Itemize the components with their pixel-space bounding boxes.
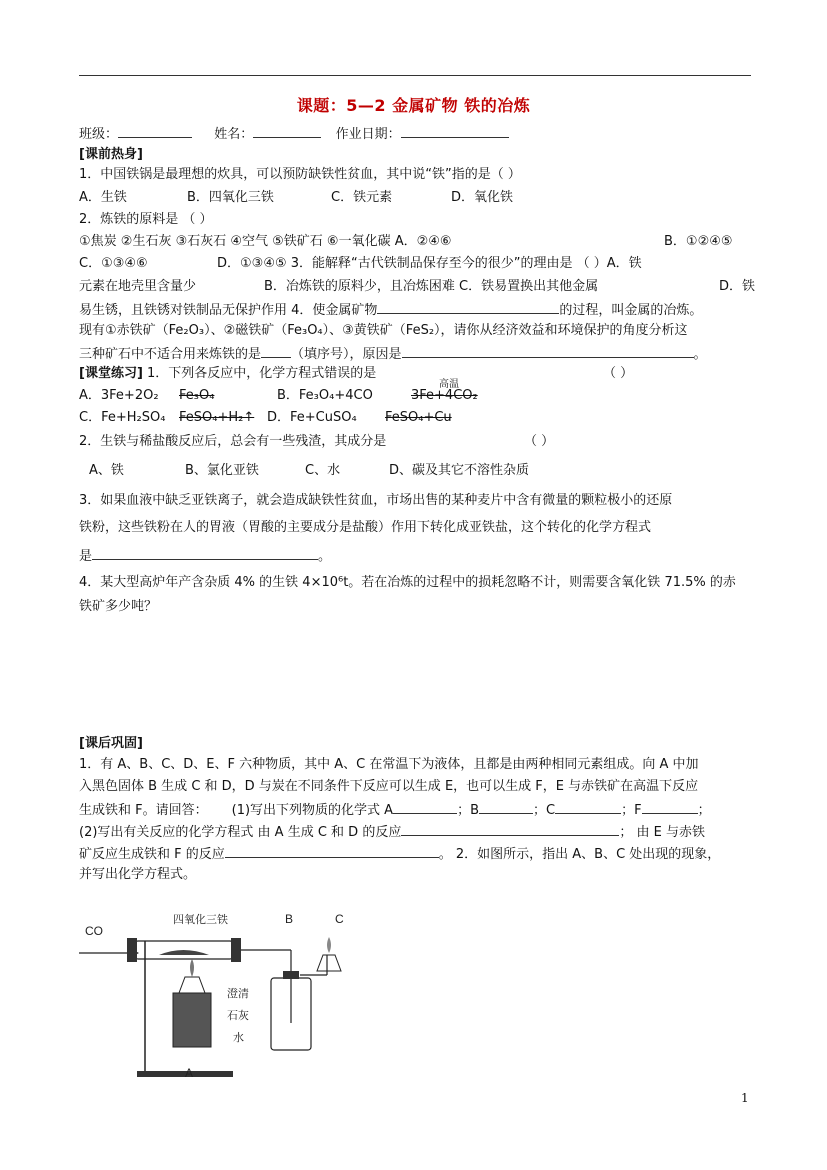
option-c-2: C．①③④⑥ <box>79 256 148 271</box>
line-23-a: (2)写出有关反应的化学方程式 由 A 生成 C 和 D 的反应 <box>79 825 402 840</box>
q-line-9 <box>79 344 707 364</box>
class-field[interactable] <box>118 124 192 138</box>
flame-icon <box>190 959 194 977</box>
line-24-a: 矿反应生成铁和 F 的反应 <box>79 847 225 862</box>
alcohol-lamp-icon <box>179 977 205 993</box>
q-line-1: 1．中国铁锅是最理想的炊具，可以预防缺铁性贫血，其中说“铁”指的是（ ） <box>79 167 521 182</box>
option-d: D．氧化铁 <box>451 190 514 205</box>
eq-d-right: FeSO₄+Cu <box>385 410 452 425</box>
line-17-b: 。 <box>318 549 332 564</box>
blank-equation[interactable] <box>92 546 318 560</box>
eq-c-left: C．Fe+H₂SO₄ <box>79 410 166 425</box>
eq-d-left: D．Fe+CuSO₄ <box>267 410 357 425</box>
line-17-a: 是 <box>79 549 93 564</box>
q-line-20: 1．有 A、B、C、D、E、F 六种物质，其中 A、C 在常温下为液体，且都是由两种相同元素组成。向 A 中加 <box>79 757 699 772</box>
line-7-a: 易生锈，且铁锈对铁制品无保护作用 4．使金属矿物 <box>79 303 378 318</box>
option-a: A．生铁 <box>79 190 127 205</box>
q-line-12 <box>79 409 751 427</box>
q-line-3: 2．炼铁的原料是 （ ） <box>79 212 213 227</box>
line-22-b: (1)写出下列物质的化学式 A <box>231 803 394 818</box>
section-classwork: [课堂练习] <box>79 366 143 381</box>
eq-a-left: A．3Fe+2O₂ <box>79 388 159 403</box>
line-10-b: （ ） <box>603 366 634 381</box>
stopper-right <box>231 938 241 962</box>
class-label: 班级： <box>79 127 119 142</box>
co-label: CO <box>85 924 103 938</box>
q-line-13 <box>79 433 751 451</box>
line-6-a: 元素在地壳里含量少 <box>79 279 197 294</box>
q-line-7 <box>79 300 702 320</box>
q-line-17 <box>79 546 331 566</box>
line-22-a: 生成铁和 F。请回答： <box>79 803 208 818</box>
blank-f[interactable] <box>642 800 698 814</box>
line-23-b: ； 由 E 与赤铁 <box>619 825 705 840</box>
date-field[interactable] <box>401 124 509 138</box>
line-4-text: ①焦炭 ②生石灰 ③石灰石 ④空气 ⑤铁矿石 ⑥一氧化碳 A．②④⑥ <box>79 234 452 249</box>
section-warmup: [课前热身] <box>79 147 143 162</box>
page-number: 1 <box>741 1091 749 1105</box>
blank-reason[interactable] <box>402 344 694 358</box>
limewater-label-3: 水 <box>233 1031 244 1044</box>
q-line-21: 入黑色固体 B 生成 C 和 D，D 与炭在不同条件下反应可以生成 E，也可以生成 F，E 与赤铁矿在高温下反应 <box>79 779 699 794</box>
q-line-10 <box>79 365 751 383</box>
date-label: 作业日期： <box>335 127 401 142</box>
bottle-stopper <box>283 971 299 979</box>
blank-ore[interactable] <box>261 344 291 358</box>
line-10-a: 1．下列各反应中，化学方程式错误的是 <box>147 366 377 381</box>
page-title: 课题：5—2 金属矿物 铁的冶炼 <box>296 96 531 115</box>
burner-c-icon <box>317 955 341 971</box>
lamp-block <box>173 993 211 1047</box>
tube-label: 四氧化三铁 <box>173 913 228 926</box>
option-c: C．铁元素 <box>331 190 393 205</box>
line-24-b: 。 2．如图所示，指出 A、B、C 处出现的现象， <box>438 847 721 862</box>
q-line-5 <box>79 255 751 273</box>
q-line-15: 3．如果血液中缺乏亚铁离子，就会造成缺铁性贫血，市场出售的某种麦片中含有微量的颗粒极小的还原 <box>79 493 673 508</box>
line-7-b: 的过程，叫金属的冶炼。 <box>559 303 703 318</box>
q-line-11 <box>79 387 751 405</box>
section-after: [课后巩固] <box>79 736 143 751</box>
line-9-c: 。 <box>693 347 707 362</box>
line-13-b: （ ） <box>524 434 555 449</box>
glass-tube <box>135 941 233 959</box>
blank-b[interactable] <box>479 800 533 814</box>
q-line-24 <box>79 844 720 864</box>
q-line-2 <box>79 189 514 207</box>
q-line-23 <box>79 822 705 842</box>
name-label: 姓名： <box>214 127 254 142</box>
option-b-3: B、氯化亚铁 <box>185 463 259 478</box>
blank-c[interactable] <box>555 800 621 814</box>
blank-smelting[interactable] <box>377 300 559 314</box>
option-c-3: C、水 <box>305 463 341 478</box>
line-22-e: ；F <box>621 803 642 818</box>
line-22-d: ；C <box>533 803 556 818</box>
header-rule <box>79 75 751 76</box>
option-b-2: B．①②④⑤ <box>664 234 733 249</box>
line-5-text: D．①③④⑤ 3．能解释“古代铁制品保存至今的很少”的理由是 （ ）A．铁 <box>217 256 642 271</box>
blank-reaction-2[interactable] <box>225 844 439 858</box>
apparatus-diagram <box>79 893 355 1083</box>
eq-a-right: Fe₃O₄ <box>179 388 215 403</box>
line-6-b: B．冶炼铁的原料少，且冶炼困难 C．铁易置换出其他金属 <box>264 279 599 294</box>
eq-b-left: B．Fe₃O₄+4CO <box>277 388 373 403</box>
label-c: C <box>335 912 344 926</box>
high-temp-label: 高温 <box>439 379 459 390</box>
eq-c-right: FeSO₄+H₂↑ <box>179 410 255 425</box>
q-line-4 <box>79 233 751 251</box>
line-6-c: D．铁 <box>719 279 756 294</box>
label-b: B <box>285 912 294 926</box>
line-22-c: ；B <box>457 803 479 818</box>
eq-b-right: 3Fe+4CO₂ <box>411 388 478 403</box>
blank-a[interactable] <box>393 800 457 814</box>
limewater-label-1: 澄清 <box>227 987 249 1000</box>
option-a-3: A、铁 <box>89 463 124 478</box>
flame-c-icon <box>327 937 331 953</box>
blank-reaction-1[interactable] <box>401 822 619 836</box>
option-b: B．四氧化三铁 <box>187 190 274 205</box>
q-line-25: 并写出化学方程式。 <box>79 867 197 882</box>
line-9-a: 三种矿石中不适合用来炼铁的是 <box>79 347 262 362</box>
q-line-16: 铁粉，这些铁粉在人的胃液（胃酸的主要成分是盐酸）作用下转化成亚铁盐，这个转化的化学方程式 <box>79 520 652 535</box>
line-22-f: ； <box>697 803 711 818</box>
name-field[interactable] <box>253 124 321 138</box>
q-line-18: 4．某大型高炉年产含杂质 4% 的生铁 4×10⁶t。若在冶炼的过程中的损耗忽略不计，则需要含氧化铁 71.5% 的赤 <box>79 575 736 590</box>
iron-oxide-powder <box>159 950 209 955</box>
q-line-8: 现有①赤铁矿（Fe₂O₃）、②磁铁矿（Fe₃O₄）、③黄铁矿（FeS₂），请你从经济效益和环境保护的角度分析这 <box>79 323 688 338</box>
q-line-6 <box>79 278 756 296</box>
line-13-a: 2．生铁与稀盐酸反应后，总会有一些残渣，其成分是 <box>79 434 387 449</box>
option-d-3: D、碳及其它不溶性杂质 <box>389 463 530 478</box>
label-a: A <box>185 1066 194 1080</box>
line-9-b: （填序号），原因是 <box>291 347 402 362</box>
stopper-left <box>127 938 137 962</box>
header-fields <box>79 124 509 144</box>
limewater-label-2: 石灰 <box>227 1009 249 1022</box>
q-line-19: 铁矿多少吨？ <box>79 599 158 614</box>
q-line-22 <box>79 800 711 820</box>
